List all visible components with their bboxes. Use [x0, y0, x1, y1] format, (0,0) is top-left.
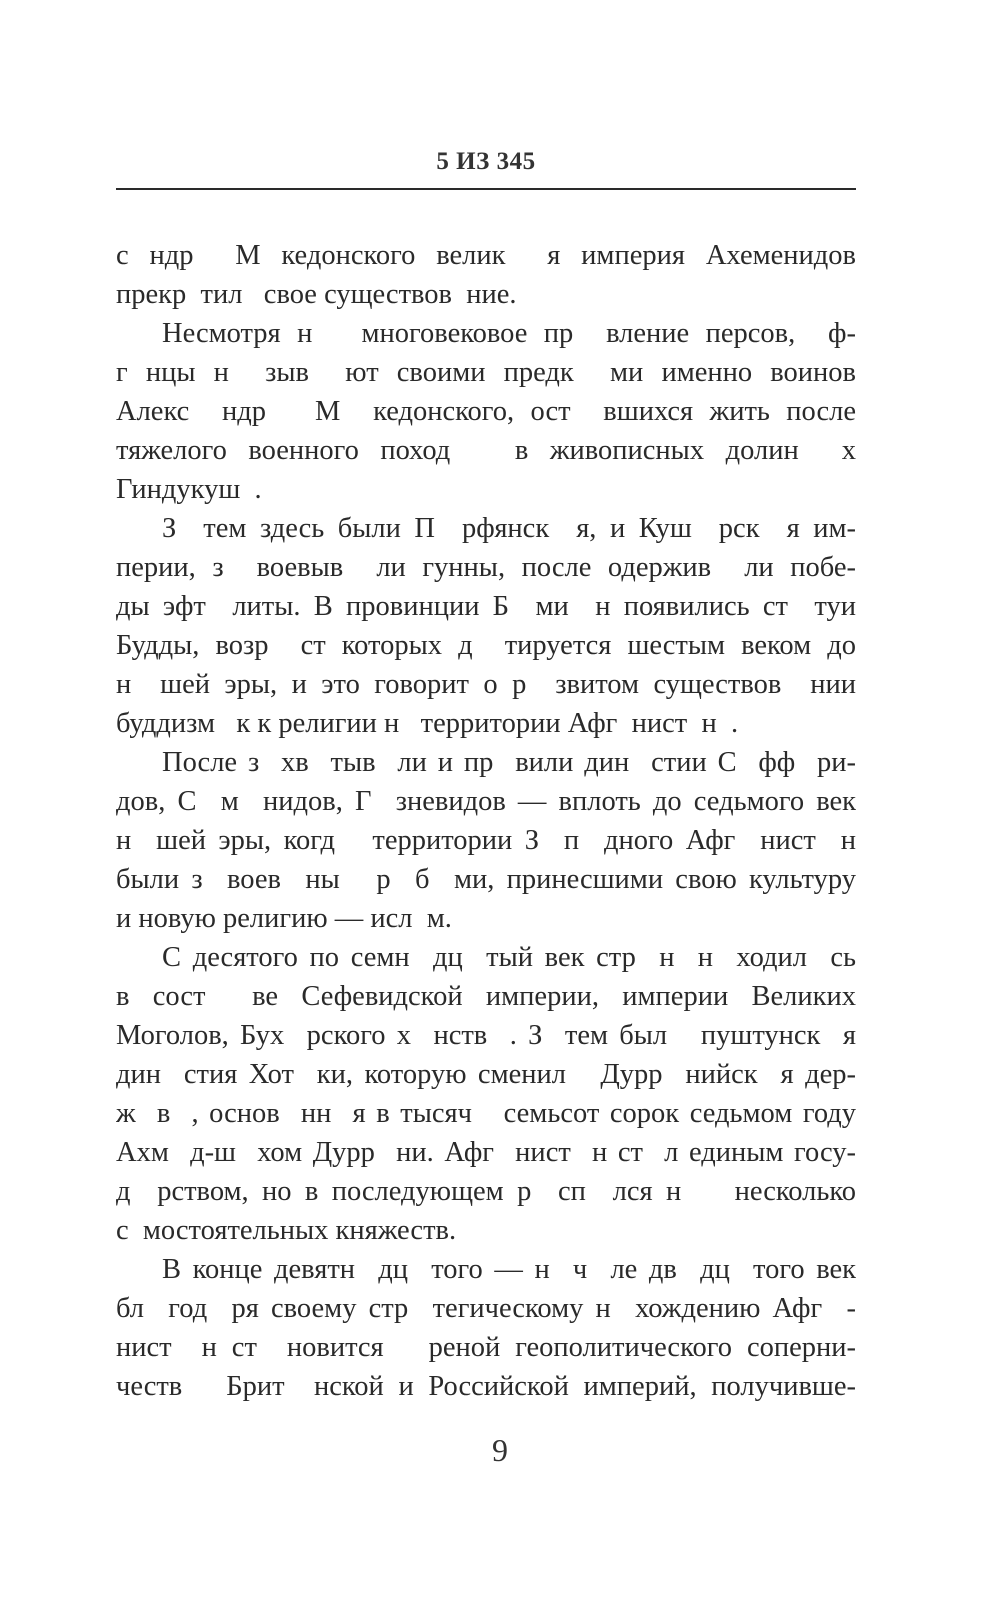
- text-line: с мостоятельных княжеств.: [116, 1215, 457, 1246]
- text-line: дов, С м нидов, Г зневидов — вплоть до седьмого век: [116, 786, 856, 817]
- text-line: перии, з воевыв ли гунны, после одержив ли побе-: [116, 552, 856, 583]
- text-line: тяжелого военного поход в живописных долин х: [116, 435, 856, 466]
- text-line: Будды, возр ст которых д тируется шестым веком до: [116, 630, 856, 661]
- page-title: 5 ИЗ 345: [436, 148, 536, 175]
- text-line: дин стия Хот ки, которую сменил Дурр нийск я дер-: [116, 1059, 856, 1090]
- text-line: были з воев ны р б ми, принесшими свою культуру: [116, 864, 856, 895]
- text-line: Несмотря н многовековое пр вление персов, ф-: [162, 318, 856, 349]
- text-line: бл год ря своему стр тегическому н хождению Афг -: [116, 1293, 856, 1324]
- text-line: ды эфт литы. В провинции Б ми н появились ст туи: [116, 591, 856, 622]
- text-line: В конце девятн дц того — н ч ле дв дц того век: [162, 1254, 856, 1285]
- text-line: Алекс ндр М кедонского, ост вшихся жить после: [116, 396, 856, 427]
- text-line: З тем здесь были П рфянск я, и Куш рск я им-: [162, 513, 856, 544]
- text-line: н шей эры, когд территории З п дного Афг нист н: [116, 825, 856, 856]
- text-line: Моголов, Бух рского х нств . З тем был пуштунск я: [116, 1020, 856, 1051]
- text-line: с ндр М кедонского велик я империя Ахеменидов: [116, 240, 856, 271]
- text-line: Гиндукуш .: [116, 474, 262, 505]
- text-line: г нцы н зыв ют своими предк ми именно воинов: [116, 357, 856, 388]
- text-line: в сост ве Сефевидской империи, империи Великих: [116, 981, 856, 1012]
- text-line: нист н ст новится реной геополитического соперни-: [116, 1332, 856, 1363]
- text-line: Ахм д-ш хом Дурр ни. Афг нист н ст л единым госу-: [116, 1137, 856, 1168]
- text-line: прекр тил свое существов ние.: [116, 279, 517, 310]
- text-line: д рством, но в последующем р сп лся н несколько: [116, 1176, 856, 1207]
- text-line: буддизм к к религии н территории Афг нист н .: [116, 708, 739, 739]
- header-rule: [116, 188, 856, 190]
- body-text: [116, 236, 856, 1406]
- text-line: С десятого по семн дц тый век стр н н ходил сь: [162, 942, 856, 973]
- text-line: и новую религию — исл м.: [116, 903, 452, 934]
- text-line: После з хв тыв ли и пр вили дин стии С фф ри-: [162, 747, 856, 778]
- page-header: [116, 140, 856, 196]
- text-line: честв Брит нской и Российской империй, получивше-: [116, 1371, 856, 1402]
- text-line: ж в , основ нн я в тысяч семьсот сорок седьмом году: [116, 1098, 856, 1129]
- text-line: н шей эры, и это говорит о р звитом существов нии: [116, 669, 856, 700]
- page-number: 9: [492, 1432, 508, 1468]
